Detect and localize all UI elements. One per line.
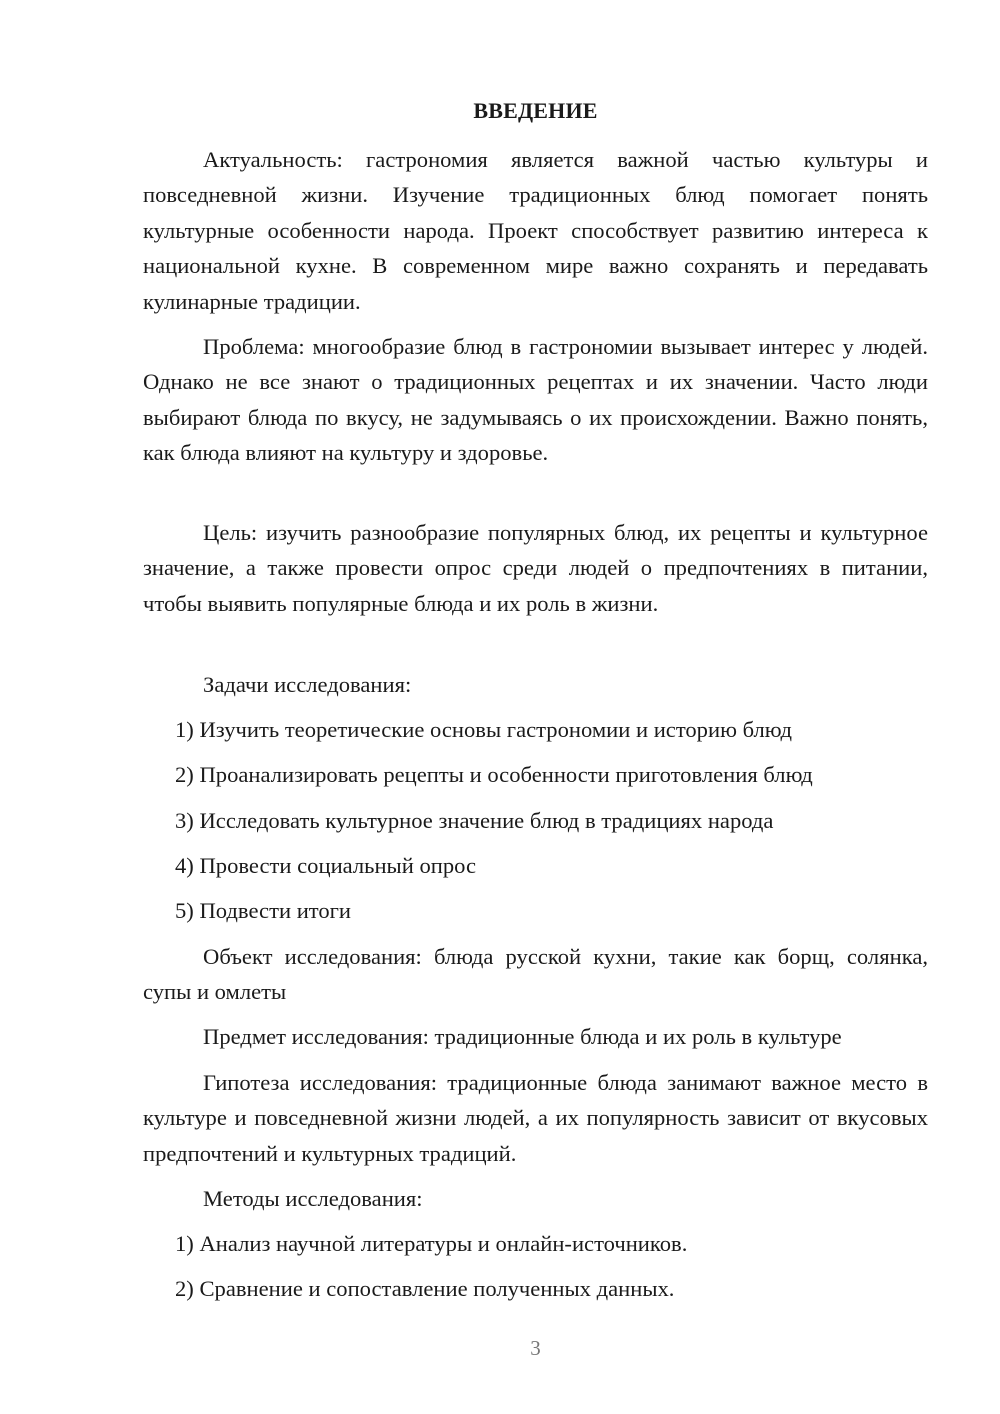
tasks-list-item: 4) Провести социальный опрос xyxy=(175,853,477,878)
methods-list-item: 1) Анализ научной литературы и онлайн-источников. xyxy=(175,1231,688,1256)
methods-list-item: 2) Сравнение и сопоставление полученных данных. xyxy=(175,1276,675,1301)
problem-paragraph: Проблема: многообразие блюд в гастрономии вызывает интерес у людей. Однако не все знают о традиционных рецептах и их значении. Часто люди выбирают блюда по вкусу, не задумываясь о их происхождении. Важно понять, как блюда влияют на культуру и здоровье. xyxy=(143,334,928,466)
tasks-list-item: 1) Изучить теоретические основы гастрономии и историю блюд xyxy=(175,717,793,742)
methods-title: Методы исследования: xyxy=(203,1186,423,1211)
page-number: 3 xyxy=(530,1336,541,1360)
relevance-paragraph: Актуальность: гастрономия является важной частью культуры и повседневной жизни. Изучение традиционных блюд помогает понять культурные особенности народа. Проект способствует развитию интереса к национальной кухне. В современном мире важно сохранять и передавать кулинарные традиции. xyxy=(143,147,928,314)
hypothesis-paragraph: Гипотеза исследования: традиционные блюда занимают важное место в культуре и повседневной жизни людей, а их популярность зависит от вкусовых предпочтений и культурных традиций. xyxy=(143,1070,928,1166)
page-title: ВВЕДЕНИЕ xyxy=(473,98,598,123)
tasks-list-item: 2) Проанализировать рецепты и особенности приготовления блюд xyxy=(175,762,813,787)
tasks-title: Задачи исследования: xyxy=(203,672,412,697)
subject-line: Предмет исследования: традиционные блюда и их роль в культуре xyxy=(203,1024,842,1049)
object-paragraph: Объект исследования: блюда русской кухни, такие как борщ, солянка, супы и омлеты xyxy=(143,944,928,1005)
goal-paragraph: Цель: изучить разнообразие популярных блюд, их рецепты и культурное значение, а также провести опрос среди людей о предпочтениях в питании, чтобы выявить популярные блюда и их роль в жизни. xyxy=(143,520,928,616)
tasks-list-item: 5) Подвести итоги xyxy=(175,898,352,923)
tasks-list-item: 3) Исследовать культурное значение блюд в традициях народа xyxy=(175,808,774,833)
